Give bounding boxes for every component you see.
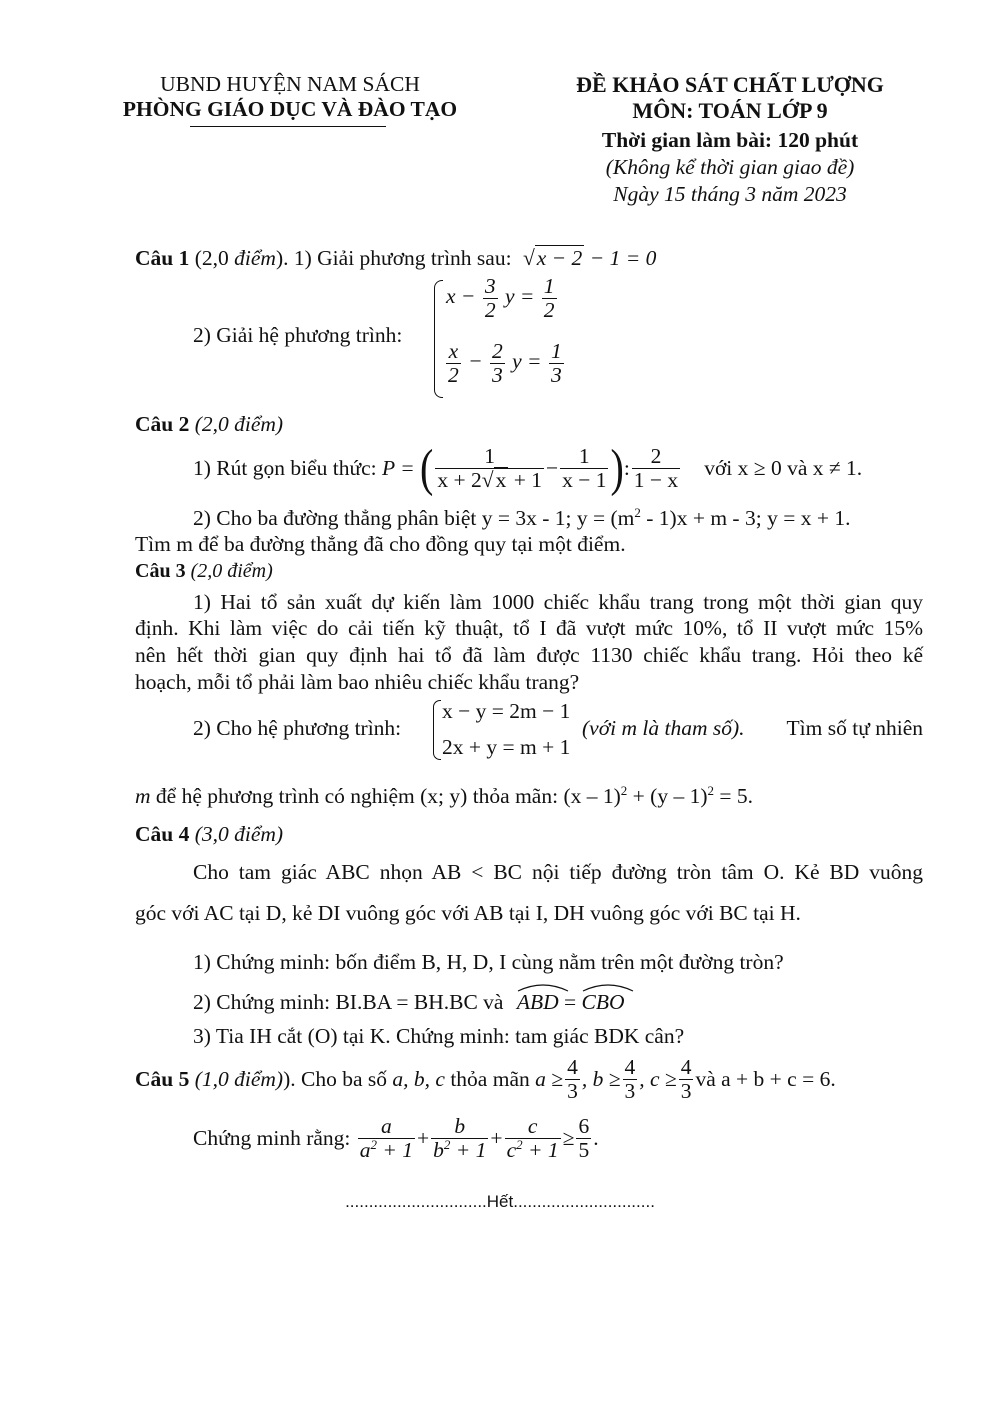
angle-abd: ABD (517, 990, 559, 1015)
department-name: UBND HUYỆN NAM SÁCH (160, 72, 420, 96)
question-3-p2-note: (với m là tham số). Tìm số tự nhiên (582, 716, 923, 740)
duration: Thời gian làm bài: 120 phút (601, 128, 859, 152)
question-5-line-1: Câu 5 (1,0 điểm) ). Cho ba số a, b, c thỏa mãn a ≥ $\frac{4}{3}$ , b ≥ $\frac{4}{3}$ , c ≥ $\frac{4}{3}$ và a + b + c = 6. (135, 1054, 836, 1103)
question-4-part-1: 1) Chứng minh: bốn điểm B, H, D, I cùng nằm trên một đường tròn? (193, 950, 784, 974)
angle-cbo: CBO (582, 990, 625, 1015)
question-3-p2-label: 2) Cho hệ phương trình: (193, 716, 402, 740)
system-2-eq-1: x − y = 2m − 1 (442, 699, 571, 723)
question-3-p1-line-4: hoạch, mỗi tổ phải làm bao nhiêu chiếc khẩu trang? (135, 670, 580, 694)
header-underline (190, 126, 386, 127)
duration-note: (Không kể thời gian giao đề) (605, 155, 855, 179)
system-eq-2: $\frac{x}{2}$ − $\frac{2}{3}$ y = $\frac{1}{3}$ (448, 339, 562, 387)
question-1-label: Câu 1 (135, 246, 190, 270)
system-2-eq-2: 2x + y = m + 1 (442, 735, 571, 759)
question-2-part-2-line-2: Tìm m để ba đường thẳng đã cho đồng quy tại một điểm. (135, 532, 626, 556)
question-3-p1-line-1: 1) Hai tổ sản xuất dự kiến làm 1000 chiếc khẩu trang trong một thời gian quy (193, 590, 923, 614)
question-1-part-2: 2) Giải hệ phương trình: (193, 323, 403, 347)
question-4-heading: Câu 4 (3,0 điểm) (135, 822, 284, 846)
end-marker: ..............................Hết.............................. (345, 1192, 655, 1211)
question-2-part-1: 1) Rút gọn biểu thức: P = ( $\frac{1}{x + 2√x + 1}$ − $\frac{1}{x - 1}$ ) : $\frac{2}{1 - x}$ với x ≥ 0 và x ≠ 1. (193, 438, 863, 497)
system-brace (434, 280, 443, 398)
system-eq-1: x − $\frac{3}{2}$ y = $\frac{1}{2}$ (446, 274, 555, 322)
exam-title: ĐỀ KHẢO SÁT CHẤT LƯỢNG (576, 72, 884, 97)
question-4-part-3: 3) Tia IH cắt (O) tại K. Chứng minh: tam giác BDK cân? (193, 1024, 685, 1048)
system-brace-2 (433, 700, 441, 760)
subject: MÔN: TOÁN LỚP 9 (632, 98, 828, 123)
question-5-label: Câu 5 (135, 1066, 190, 1091)
question-3-label: Câu 3 (135, 560, 186, 582)
question-3-p1-line-2: định. Khi làm việc do cải tiến kỹ thuật, tổ I đã vượt mức 10%, tổ II vượt mức 15% (135, 616, 923, 640)
question-2-heading: Câu 2 (2,0 điểm) (135, 412, 284, 436)
question-4-part-2: 2) Chứng minh: BI.BA = BH.BC và ABD = CBO (193, 990, 625, 1015)
question-4-label: Câu 4 (135, 822, 190, 846)
question-4-intro-line-1: Cho tam giác ABC nhọn AB < BC nội tiếp đường tròn tâm O. Kẻ BD vuông (193, 860, 923, 884)
question-3-p1-line-3: nên hết thời gian quy định hai tổ đã làm được 1130 chiếc khẩu trang. Hỏi theo kế (135, 643, 923, 667)
exam-date: Ngày 15 tháng 3 năm 2023 (613, 182, 847, 206)
question-1-line: Câu 1 (2,0 điểm). 1) Giải phương trình sau: √x − 2 − 1 = 0 (135, 246, 657, 270)
question-4-intro-line-2: góc với AC tại D, kẻ DI vuông góc với AB tại I, DH vuông góc với BC tại H. (135, 901, 801, 925)
question-2-part-2-line-1: 2) Cho ba đường thẳng phân biệt y = 3x - 1; $y = (m^2 - 1)x + m - 3$; y = x + 1. (193, 504, 851, 530)
question-3-heading: Câu 3 (2,0 điểm) (135, 560, 273, 582)
question-3-p2-line-2: m để hệ phương trình có nghiệm (x; y) thỏa mãn: (x – 1)$^2$ + (y – 1)$^2$ = 5. (135, 782, 753, 808)
equation-1: √x − 2 (522, 246, 583, 270)
question-2-label: Câu 2 (135, 412, 190, 436)
question-5-line-2: Chứng minh rằng: $\frac{a}{a^2 + 1}$ + $\frac{b}{b^2 + 1}$ + $\frac{c}{c^2 + 1}$ ≥ $\frac{6}{5}$ . (193, 1113, 599, 1162)
office-name: PHÒNG GIÁO DỤC VÀ ĐÀO TẠO (122, 97, 458, 121)
